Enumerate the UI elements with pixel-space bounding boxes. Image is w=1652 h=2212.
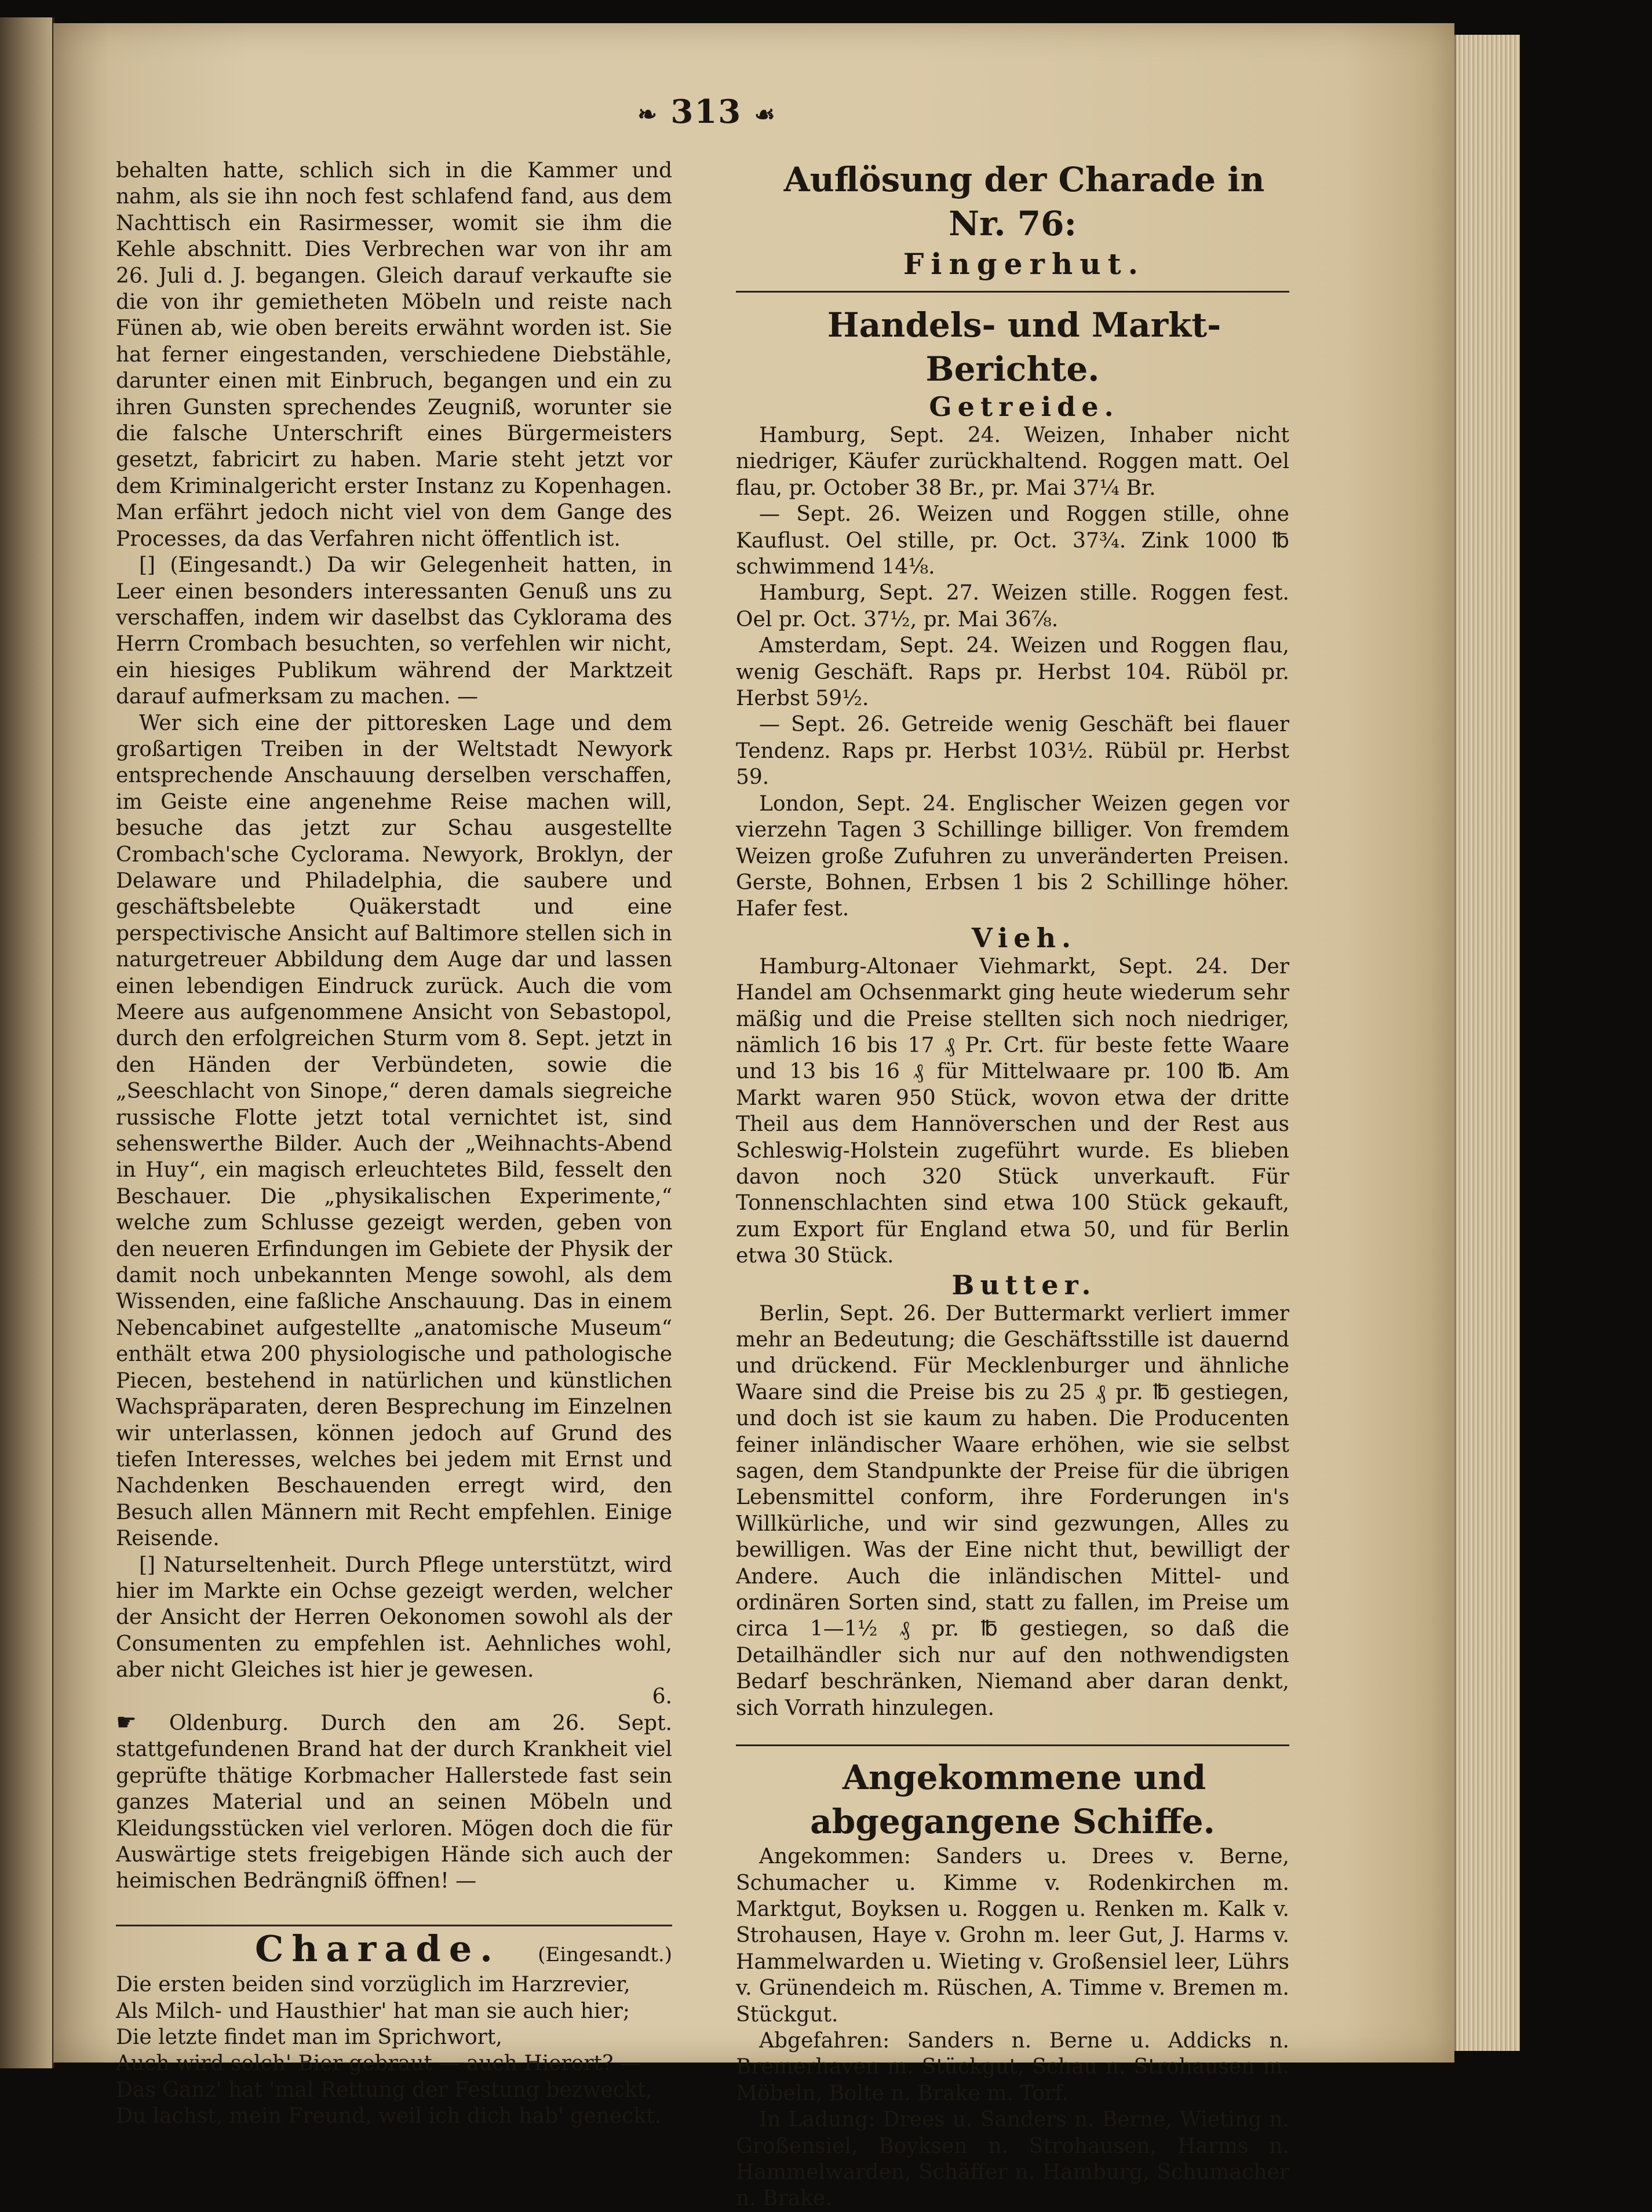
page-header: [603, 93, 811, 131]
article-paragraph: Wer sich eine der pittoresken Lage und dem großartigen Treiben in der Weltstadt Newyork entsprechende Anschauung derselben verschaffen, im Geiste eine angenehme Reise machen will, besuche das jetzt zur Schau ausgestellte Crombach'sche Cyclorama. Newyork, Broklyn, der Delaware und Philadelphia, die saubere und geschäftsbelebte Quäkerstadt und eine perspectivische Ansicht auf Baltimore stellen sich in naturgetreuer Abbildung dem Auge dar und lassen einen lebendigen Eindruck zurück. Auch die vom Meere aus aufgenommene Ansicht von Sebastopol, durch den erfolgreichen Sturm vom 8. Sept. jetzt in den Händen der Verbündeten, sowie die „Seeschlacht von Sinope,“ deren damals siegreiche russische Flotte jetzt total vernichtet ist, sind sehenswerthe Bilder. Auch der „Weihnachts-Abend in Huy“, ein magisch erleuchtetes Bild, fesselt den Beschauer. Die „physikalischen Experimente,“ welche zum Schlusse gezeigt werden, geben von den neueren Erfindungen im Gebiete der Physik der damit noch unbekannten Menge sowohl, als dem Wissenden, eine faßliche Anschauung. Das in einem Nebencabinet aufgestellte „anatomische Museum“ enthält etwa 200 physiologische und pathologische Piecen, bestehend in natürlichen und künstlichen Wachspräparaten, deren Besprechung im Einzelnen wir unterlassen, können jedoch auf Grund des tiefen Interesses, welches bei jedem mit Ernst und Nachdenken Beschauenden erregt wird, den Besuch allen Männern mit Recht empfehlen. Einige Reisende.: [116, 711, 672, 1551]
pointing-hand-icon: ☛: [116, 1709, 169, 1736]
article-paragraph: [] (Eingesandt.) Da wir Gelegenheit hatten, in Leer einen besonders interessanten Genuß uns zu verschaffen, indem wir daselbst das Cyklorama des Herrn Crombach besuchten, so verfehlen wir nicht, ein hiesiges Publikum während der Marktzeit darauf aufmerksam zu machen. —: [116, 553, 672, 709]
left-column: [116, 158, 672, 2130]
report-paragraph: Amsterdam, Sept. 24. Weizen und Roggen flau, wenig Geschäft. Raps pr. Herbst 104. Rüböl pr. Herbst 59½.: [736, 634, 1289, 711]
ships-paragraph: In Ladung: Drees u. Sanders n. Berne, Wieting n. Großensiel, Boyksen n. Strohausen, Harms n. Hammelwarden, Schäffer n. Hamburg, Schumacher n. Brake.: [736, 2108, 1289, 2211]
divider-rule: [116, 1925, 672, 1926]
article-paragraph: [116, 1710, 672, 1895]
verse-line: Das Ganz' hat 'mal Rettung der Festung bezweckt,: [116, 2078, 652, 2102]
charade-heading: [116, 1927, 672, 1970]
ornament-scroll-icon: ☙: [754, 100, 776, 128]
article-paragraph: [] Naturseltenheit. Durch Pflege unterstützt, wird hier im Markte ein Ochse gezeigt werden, welcher der Ansicht der Herren Oekonomen sowohl als der Consumenten zu empfehlen ist. Aehnliches wohl, aber nicht Gleiches ist hier je gewesen.: [116, 1553, 672, 1682]
page-number: 313: [670, 93, 742, 131]
charade-source: (Eingesandt.): [538, 1943, 672, 1966]
report-paragraph: Hamburg-Altonaer Viehmarkt, Sept. 24. Der Handel am Ochsenmarkt ging heute wiederum sehr mäßig und die Preise stellten sich noch niedriger, nämlich 16 bis 17 ₰ Pr. Crt. für beste fette Waare und 13 bis 16 ₰ für Mittelwaare pr. 100 ℔. Am Markt waren 950 Stück, wovon etwa der dritte Theil aus dem Hannöverschen und der Rest aus Schleswig-Holstein zugeführt wurde. Es blieben davon noch 320 Stück unverkauft. Für Tonnenschlachten sind etwa 100 Stück gekauft, zum Export für England etwa 50, und für Berlin etwa 30 Stück.: [736, 954, 1289, 1268]
article-paragraph: behalten hatte, schlich sich in die Kammer und nahm, als sie ihn noch fest schlafend fand, aus dem Nachttisch ein Rasirmesser, womit sie ihm die Kehle abschnitt. Dies Verbrechen war von ihr am 26. Juli d. J. begangen. Gleich darauf verkaufte sie die von ihr gemietheten Möbeln und reiste nach Fünen ab, wie oben bereits erwähnt worden ist. Sie hat ferner eingestanden, verschiedene Diebstähle, darunter einen mit Einbruch, begangen und ein zu ihren Gunsten sprechendes Zeugniß, worunter sie die falsche Unterschrift eines Bürgermeisters gesetzt, fabricirt zu haben. Marie steht jetzt vor dem Kriminalgericht erster Instanz zu Kopenhagen. Man erfährt jedoch nicht viel von dem Gange des Processes, da das Verfahren nicht öffentlich ist.: [116, 159, 672, 551]
page-stack-edge: [1454, 35, 1520, 2051]
report-paragraph: — Sept. 26. Getreide wenig Geschäft bei flauer Tendenz. Raps pr. Herbst 103½. Rübül pr. Herbst 59.: [736, 713, 1289, 790]
divider-rule: [736, 291, 1289, 293]
divider-rule: [736, 1744, 1289, 1746]
report-paragraph: Hamburg, Sept. 24. Weizen, Inhaber nicht niedriger, Käufer zurückhaltend. Roggen matt. Oel flau, pr. October 38 Br., pr. Mai 37¼ Br.: [736, 424, 1289, 500]
ships-paragraph: Abgefahren: Sanders n. Berne u. Addicks n. Bremerhaven m. Stückgut, Schau n. Strohausen m. Möbeln, Bolte n. Brake m. Torf.: [736, 2028, 1289, 2105]
verse-line: Die letzte findet man im Sprichwort,: [116, 2025, 502, 2050]
section-heading-vieh: Vieh.: [971, 922, 1077, 954]
charade-title: Charade.: [255, 1927, 501, 1970]
report-paragraph: London, Sept. 24. Englischer Weizen gegen vor vierzehn Tagen 3 Schillinge billiger. Von fremdem Weizen große Zufuhren zu unveränderten Preisen. Gerste, Bohnen, Erbsen 1 bis 2 Schillinge höher. Hafer fest.: [736, 791, 1289, 921]
report-paragraph: Berlin, Sept. 26. Der Buttermarkt verliert immer mehr an Bedeutung; die Geschäftsstille ist dauernd und drückend. Für Mecklenburger und ähnliche Waare sind die Preise bis zu 25 ₰ pr. ℔ gestiegen, und doch ist sie kaum zu haben. Die Producenten feiner inländischer Waare erhöhen, wie sie selbst sagen, dem Standpunkte der Preise für die übrigen Lebensmittel conform, ihre Forderungen in's Willkürliche, und wir sind gezwungen, Alles zu bewilligen. Was der Eine nicht thut, bewilligt der Andere. Auch die inländischen Mittel- und ordinären Sorten sind, statt zu fallen, im Preise um circa 1—1½ ₰ pr. ℔ gestiegen, so daß die Detailhändler sich nur auf den nothwendigsten Bedarf beschränken, Niemand aber daran denkt, sich Vorrath hinzulegen.: [736, 1301, 1289, 1720]
report-paragraph: Hamburg, Sept. 27. Weizen stille. Roggen fest. Oel pr. Oct. 37½, pr. Mai 36⅞.: [736, 581, 1289, 632]
market-report-title: Handels- und Markt-Berichte.: [827, 305, 1221, 389]
charade-solution-title: Auflösung der Charade in Nr. 76:: [783, 160, 1265, 243]
ships-paragraph: Angekommen: Sanders u. Drees v. Berne, Schumacher u. Kimme v. Rodenkirchen m. Marktgut, Boyksen u. Roggen u. Renken m. Kalk v. Strohausen, Haye v. Grohn m. leer Gut, J. Harms v. Hammelwarden u. Wieting v. Großensiel leer, Lührs v. Grünendeich m. Rüschen, A. Timme v. Bremen m. Stückgut.: [736, 1845, 1289, 2027]
previous-page-edge: [0, 17, 54, 2068]
article-signature: 6.: [652, 1684, 672, 1709]
ornament-scroll-icon: ❧: [637, 100, 658, 128]
charade-solution-answer: Fingerhut.: [903, 247, 1146, 281]
verse-line: Du lachst, mein Freund, weil ich dich hab' geneckt.: [116, 2104, 662, 2129]
right-column: [736, 158, 1289, 2212]
article-text: Oldenburg. Durch den am 26. Sept. stattgefundenen Brand hat der durch Krankheit viel geprüfte thätige Korbmacher Hallerstede fast sein ganzes Material und an seinen Möbeln und Kleidungsstücken viel verloren. Mögen doch die für Auswärtige stets freigebigen Hände sich auch der heimischen Bedrängniß öffnen! —: [116, 1711, 672, 1893]
verse-line: Die ersten beiden sind vorzüglich im Harzrevier,: [116, 1973, 630, 1997]
verse-line: Auch wird solch' Bier gebraut — auch Hierort? —: [116, 2052, 641, 2076]
ships-title: Angekommene und abgegangene Schiffe.: [810, 1758, 1215, 1842]
report-paragraph: — Sept. 26. Weizen und Roggen stille, ohne Kauflust. Oel stille, pr. Oct. 37¾. Zink 1000 ℔ schwimmend 14⅛.: [736, 502, 1289, 579]
verse-line: Als Milch- und Hausthier' hat man sie auch hier;: [116, 1999, 630, 2023]
section-heading-butter: Butter.: [951, 1269, 1097, 1301]
section-heading-getreide: Getreide.: [929, 391, 1119, 422]
